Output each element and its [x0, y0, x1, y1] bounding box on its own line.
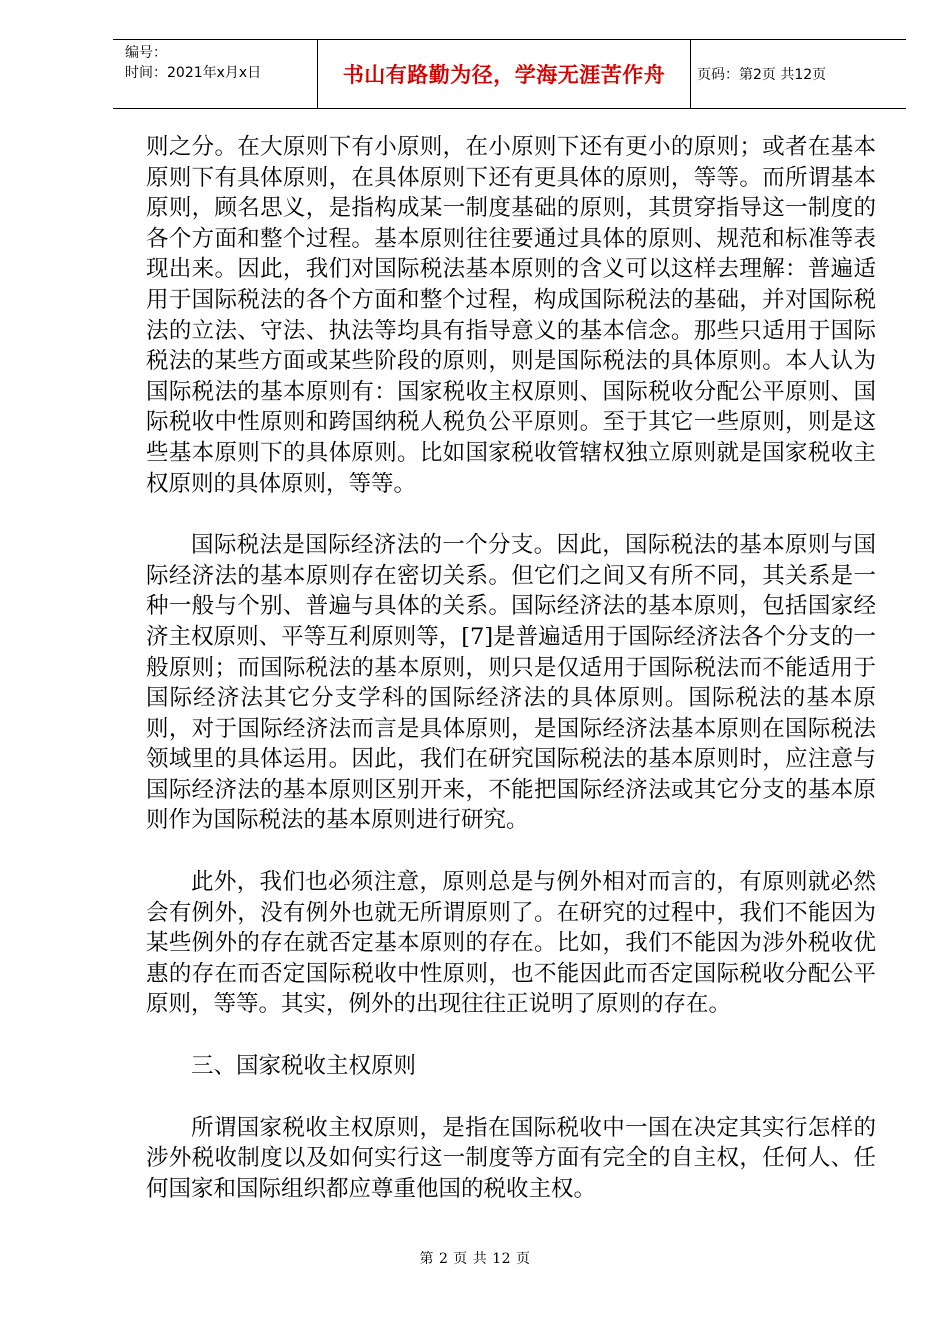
header-page-info: 页码：第2页 共12页 [697, 67, 827, 83]
paragraph-spacer [146, 1020, 876, 1051]
paragraph-4: 所谓国家税收主权原则，是指在国际税收中一国在决定其实行怎样的涉外税收制度以及如何实行这一制度等方面有完全的自主权，任何人、任何国家和国际组织都应尊重他国的税收主权。 [146, 1114, 876, 1202]
page-header [113, 39, 906, 109]
header-motto-cell [318, 40, 691, 108]
paragraph-3: 此外，我们也必须注意，原则总是与例外相对而言的，有原则就必然会有例外，没有例外也就无所谓原则了。在研究的过程中，我们不能因为某些例外的存在就否定基本原则的存在。比如，我们不能因为涉外税收优惠的存在而否定国际税收中性原则，也不能因此而否定国际税收分配公平原则，等等。其实，例外的出现往往正说明了原则的存在。 [146, 869, 876, 1018]
paragraph-1: 则之分。在大原则下有小原则，在小原则下还有更小的原则；或者在基本原则下有具体原则，在具体原则下还有更具体的原则，等等。而所谓基本原则，顾名思义，是指构成某一制度基础的原则，其贯穿指导这一制度的各个方面和整个过程。基本原则往往要通过具体的原则、规范和标准等表现出来。因此，我们对国际税法基本原则的含义可以这样去理解：普遍适用于国际税法的各个方面和整个过程，构成国际税法的基础，并对国际税法的立法、守法、执法等均具有指导意义的基本信念。那些只适用于国际税法的某些方面或某些阶段的原则，则是国际税法的具体原则。本人认为国际税法的基本原则有：国家税收主权原则、国际税收分配公平原则、国际税收中性原则和跨国纳税人税负公平原则。至于其它一些原则，则是这些基本原则下的具体原则。比如国家税收管辖权独立原则就是国家税收主权原则的具体原则，等等。 [146, 134, 876, 497]
header-motto: 书山有路勤为径，学海无涯苦作舟 [342, 63, 666, 87]
header-meta-cell [113, 40, 318, 108]
paragraph-spacer [146, 1082, 876, 1113]
document-date-label: 时间：2021年x月x日 [125, 65, 262, 81]
paragraph-spacer [146, 499, 876, 530]
document-body [146, 132, 876, 1204]
page-footer: 第 2 页 共 12 页 [419, 1251, 531, 1267]
paragraph-spacer [146, 836, 876, 867]
document-number-label: 编号： [125, 45, 167, 61]
section-heading: 三、国家税收主权原则 [191, 1053, 417, 1080]
paragraph-2: 国际税法是国际经济法的一个分支。因此，国际税法的基本原则与国际经济法的基本原则存在密切关系。但它们之间又有所不同，其关系是一种一般与个别、普遍与具体的关系。国际经济法的基本原则，包括国家经济主权原则、平等互利原则等，[7]是普遍适用于国际经济法各个分支的一般原则；而国际税法的基本原则，则只是仅适用于国际税法而不能适用于国际经济法其它分支学科的国际经济法的具体原则。国际税法的基本原则，对于国际经济法而言是具体原则，是国际经济法基本原则在国际税法领域里的具体运用。因此，我们在研究国际税法的基本原则时，应注意与国际经济法的基本原则区别开来，不能把国际经济法或其它分支的基本原则作为国际税法的基本原则进行研究。 [146, 532, 876, 834]
header-page-cell [691, 40, 906, 108]
